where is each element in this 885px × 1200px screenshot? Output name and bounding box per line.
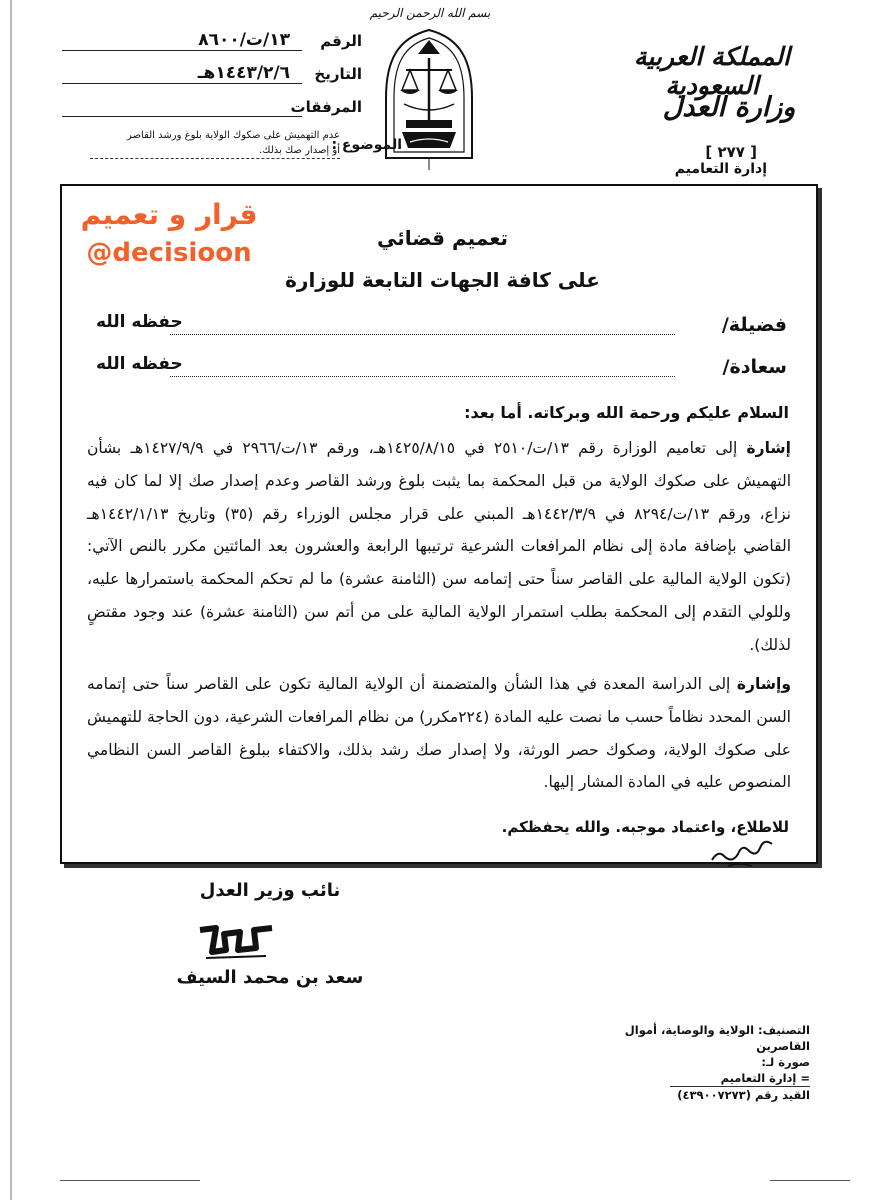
signature-icon <box>196 918 276 964</box>
circular-department: إدارة التعاميم <box>674 161 767 177</box>
ministry-name: وزارة العدل <box>662 92 796 123</box>
initials-icon <box>708 836 778 870</box>
scan-edge <box>10 0 12 1200</box>
addressee-1: فضيلة/ <box>721 314 787 336</box>
paragraph-2-lead: وإشارة <box>736 675 791 693</box>
closing-line: للاطلاع، واعتماد موجبه. والله يحفظكم. <box>501 818 789 836</box>
record-number: القيد رقم (٤٣٩٠٠٧٢٧٣) <box>677 1088 810 1102</box>
distribution-block <box>590 1022 810 1103</box>
watermark-title: قرار و تعميم <box>80 198 258 231</box>
addressee-2-line <box>170 376 675 377</box>
date-value: ١٤٤٣/٢/٦هـ <box>197 63 290 83</box>
circular-title: تعميم قضائي <box>376 226 509 250</box>
classification: التصنيف: الولاية والوصاية، أموال القاصرين <box>624 1023 810 1053</box>
addressee-2: سعادة/ <box>722 356 787 378</box>
subject-line-2: أو إصدار صك بذلك. <box>90 143 340 159</box>
attachments-label: المرفقات <box>290 98 362 116</box>
paragraph-1 <box>87 432 791 662</box>
kingdom-name: المملكة العربية السعودية <box>634 42 790 100</box>
number-label: الرقم <box>320 32 362 50</box>
number-value: ١٣/ت/٨٦٠٠ <box>198 30 290 50</box>
subject-block <box>90 128 402 159</box>
signatory-title: نائب وزير العدل <box>199 880 341 901</box>
subject-line-1: عدم التهميش على صكوك الولاية بلوغ ورشد القاصر <box>127 130 340 141</box>
greeting: السلام عليكم ورحمة الله وبركاته. أما بعد: <box>464 403 789 422</box>
paragraph-1-text: إلى تعاميم الوزارة رقم ١٣/ت/٢٥١٠ في ١٤٢٥/٨/١٥هـ، ورقم ١٣/ت/٢٩٦٦ في ١٤٢٧/٩/٩هـ بشأن التهميش على صكوك الولاية من قبل المحكمة بما يثبت بلوغ ورشد القاصر وعدم إصدار صك إلا لما كان فيه نزاع، ورقم ١٣/ت/٨٢٩٤ في ١٤٤٢/٣/٩هـ المبني على قرار مجلس الوزراء رقم (٣٥) وتاريخ ١٤٤٢/١/١٣هـ القاضي بإضافة مادة إلى نظام المرافعات الشرعية ترتيبها الرابعة والعشرون بعد المائتين مكرر بالنص الآتي: (تكون الولاية المالية على القاصر سناً حتى إتمامه سن (الثامنة عشرة) ما لم تحكم المحكمة باستمرارها عليه، وللولي التقدم إلى المحكمة بطلب استمرار الولاية المالية على من أتم سن (الثامنة عشرة) عند وجود مقتضٍ لذلك). <box>87 439 791 654</box>
paragraph-1-lead: إشارة <box>746 439 791 457</box>
attachments-line <box>62 116 302 117</box>
honorific-1: حفظه الله <box>96 312 183 332</box>
bottom-cut-strip <box>60 1180 850 1194</box>
ministry-emblem-icon <box>380 8 478 174</box>
number-line <box>62 50 302 51</box>
honorific-2: حفظه الله <box>96 354 183 374</box>
date-label: التاريخ <box>314 65 362 83</box>
number-row <box>62 28 362 61</box>
watermark-handle: @decisioon <box>86 238 252 268</box>
basmala-text: بسم الله الرحمن الرحيم <box>369 6 491 20</box>
bottom-left-mark <box>60 1180 200 1181</box>
subject-label: الموضوع : <box>331 137 402 153</box>
bottom-right-mark <box>770 1180 850 1181</box>
addressee-1-line <box>170 334 675 335</box>
paragraph-2 <box>87 668 791 799</box>
signatory-name: سعد بن محمد السيف <box>176 967 364 988</box>
date-line <box>62 83 302 84</box>
copy-to: صورة لـ: <box>761 1055 810 1069</box>
paragraph-2-text: إلى الدراسة المعدة في هذا الشأن والمتضمنة أن الولاية المالية تكون على القاصر سناً حتى إتمامه السن المحدد نظاماً حسب ما نصت عليه المادة (٢٢٤مكرر) من نظام المرافعات الشرعية، دون الحاجة للتهميش على صكوك الولاية، وصكوك حصر الورثة، ولا إصدار صك رشد بذلك، والاكتفاء ببلوغ القاصر السن النظامي المنصوص عليه في المادة المشار إليها. <box>87 675 791 792</box>
circular-subtitle: على كافة الجهات التابعة للوزارة <box>285 268 600 292</box>
date-row <box>62 61 362 94</box>
circular-number: [ ٢٧٧ ] <box>705 143 757 161</box>
copy-department: = إدارة التعاميم <box>590 1070 810 1087</box>
attachments-row <box>62 94 362 127</box>
reference-block <box>62 28 362 127</box>
